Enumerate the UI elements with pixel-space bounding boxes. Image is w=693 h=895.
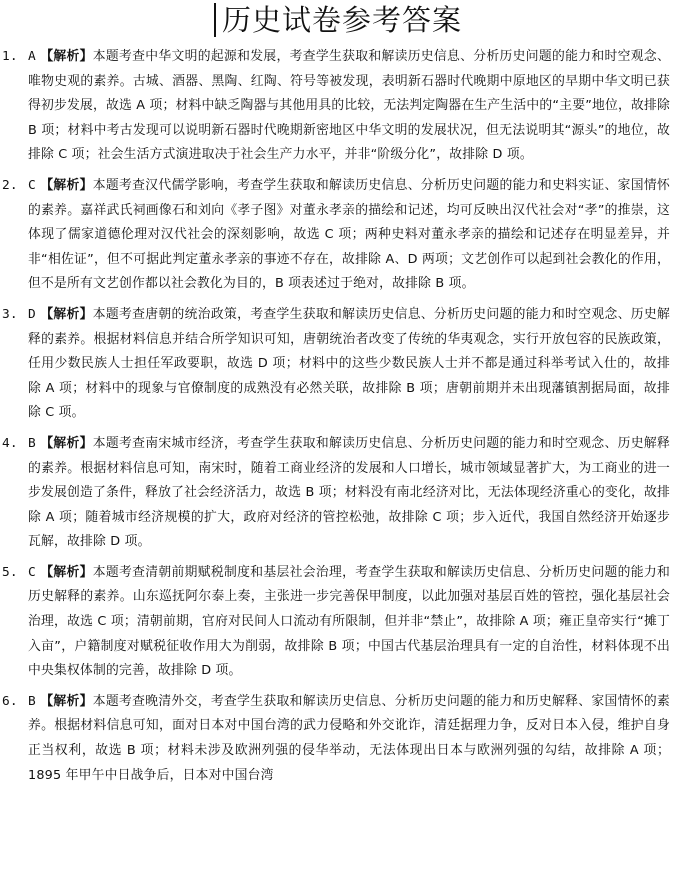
analysis-tag: 【解析】 [40,177,93,193]
answer-list [0,45,693,794]
answer-letter: A [28,49,36,64]
page-title [214,2,462,38]
answer-item-2 [0,174,670,297]
answer-item-4 [0,432,670,555]
answer-letter: B [28,693,36,709]
title-divider [214,3,216,37]
question-number: 4. [2,435,18,451]
answer-item-5 [0,561,670,684]
answer-letter: B [28,435,36,451]
question-number: 1. [2,49,18,64]
analysis-text: 本题考查南宋城市经济，考查学生获取和解读历史信息、分析历史问题的能力和时空观念、历史解释的素养。根据材料信息可知，南宋时，随着工商业经济的发展和人口增长，城市领域显著扩大，为工商业的进一步发展创造了条件，释放了社会经济活力，故选 B 项；材料没有南北经济对比，无法体现经济重心的变化，故排除 A 项；随着城市经济规模的扩大，政府对经济的管控松弛，故排除 C 项；步入近代，我国自然经济开始逐步瓦解，故排除 D 项。 [28,435,670,550]
analysis-text: 本题考查汉代儒学影响，考查学生获取和解读历史信息、分析历史问题的能力和史料实证、家国情怀的素养。嘉祥武氏祠画像石和刘向《孝子图》对董永孝亲的描绘和记述，均可反映出汉代社会对“孝”的推崇，这体现了儒家道德伦理对汉代社会的深刻影响，故选 C 项；两种史料对董永孝亲的描绘和记述存在明显差异，并非“相佐证”，但不可据此判定董永孝亲的事迹不存在，故排除 A、D 两项；文艺创作可以起到社会教化的作用，但不是所有文艺创作都以社会教化为目的，B 项表述过于绝对，故排除 B 项。 [28,177,670,292]
analysis-tag: 【解析】 [40,564,93,580]
answer-letter: D [28,306,36,322]
answer-item-1 [0,45,670,168]
analysis-tag: 【解析】 [40,693,93,709]
question-number: 6. [2,693,18,709]
analysis-text: 本题考查清朝前期赋税制度和基层社会治理，考查学生获取和解读历史信息、分析历史问题的能力和历史解释的素养。山东巡抚阿尔泰上奏，主张进一步完善保甲制度，以此加强对基层百姓的管控，强化基层社会治理，故选 C 项；清朝前期，官府对民间人口流动有所限制，但并非“禁止”，故排除 A 项；雍正皇帝实行“摊丁入亩”，户籍制度对赋税征收作用大为削弱，故排除 B 项；中国古代基层治理具有一定的自治性，材料体现不出中央集权体制的完善，故排除 D 项。 [28,564,670,679]
analysis-tag: 【解析】 [40,49,93,64]
analysis-tag: 【解析】 [40,306,93,322]
analysis-text: 本题考查晚清外交，考查学生获取和解读历史信息、分析历史问题的能力和历史解释、家国情怀的素养。根据材料信息可知，面对日本对中国台湾的武力侵略和外交讹诈，清廷据理力争，反对日本入侵，维护自身正当权利，故选 B 项；材料未涉及欧洲列强的侵华举动，无法体现出日本与欧洲列强的勾结，故排除 A 项；1895 年甲午中日战争后，日本对中国台湾 [28,693,670,783]
analysis-tag: 【解析】 [40,435,93,451]
question-number: 2. [2,177,18,193]
analysis-text: 本题考查中华文明的起源和发展，考查学生获取和解读历史信息、分析历史问题的能力和时空观念、唯物史观的素养。古城、酒器、黑陶、红陶、符号等被发现，表明新石器时代晚期中原地区的早期中华文明已获得初步发展，故选 A 项；材料中缺乏陶器与其他用具的比较，无法判定陶器在生产生活中的“主要”地位，故排除 B 项；材料中考古发现可以说明新石器时代晚期新密地区中华文明的发展状况，但无法说明其“源头”的地位，故排除 C 项；社会生活方式演进取决于社会生产力水平，并非“阶级分化”，故排除 D 项。 [28,49,671,163]
question-number: 5. [2,564,18,580]
analysis-text: 本题考查唐朝的统治政策，考查学生获取和解读历史信息、分析历史问题的能力和时空观念、历史解释的素养。根据材料信息并结合所学知识可知，唐朝统治者改变了传统的华夷观念，实行开放包容的民族政策，任用少数民族人士担任军政要职，故选 D 项；材料中的这些少数民族人士并不都是通过科举考试入仕的，故排除 A 项；材料中的现象与官僚制度的成熟没有必然关联，故排除 B 项；唐朝前期并未出现藩镇割据局面，故排除 C 项。 [28,306,670,421]
answer-item-3 [0,303,670,426]
title-text: 历史试卷参考答案 [222,3,463,37]
question-number: 3. [2,306,18,322]
answer-letter: C [28,177,36,193]
answer-letter: C [28,564,36,580]
answer-item-6 [0,690,670,788]
